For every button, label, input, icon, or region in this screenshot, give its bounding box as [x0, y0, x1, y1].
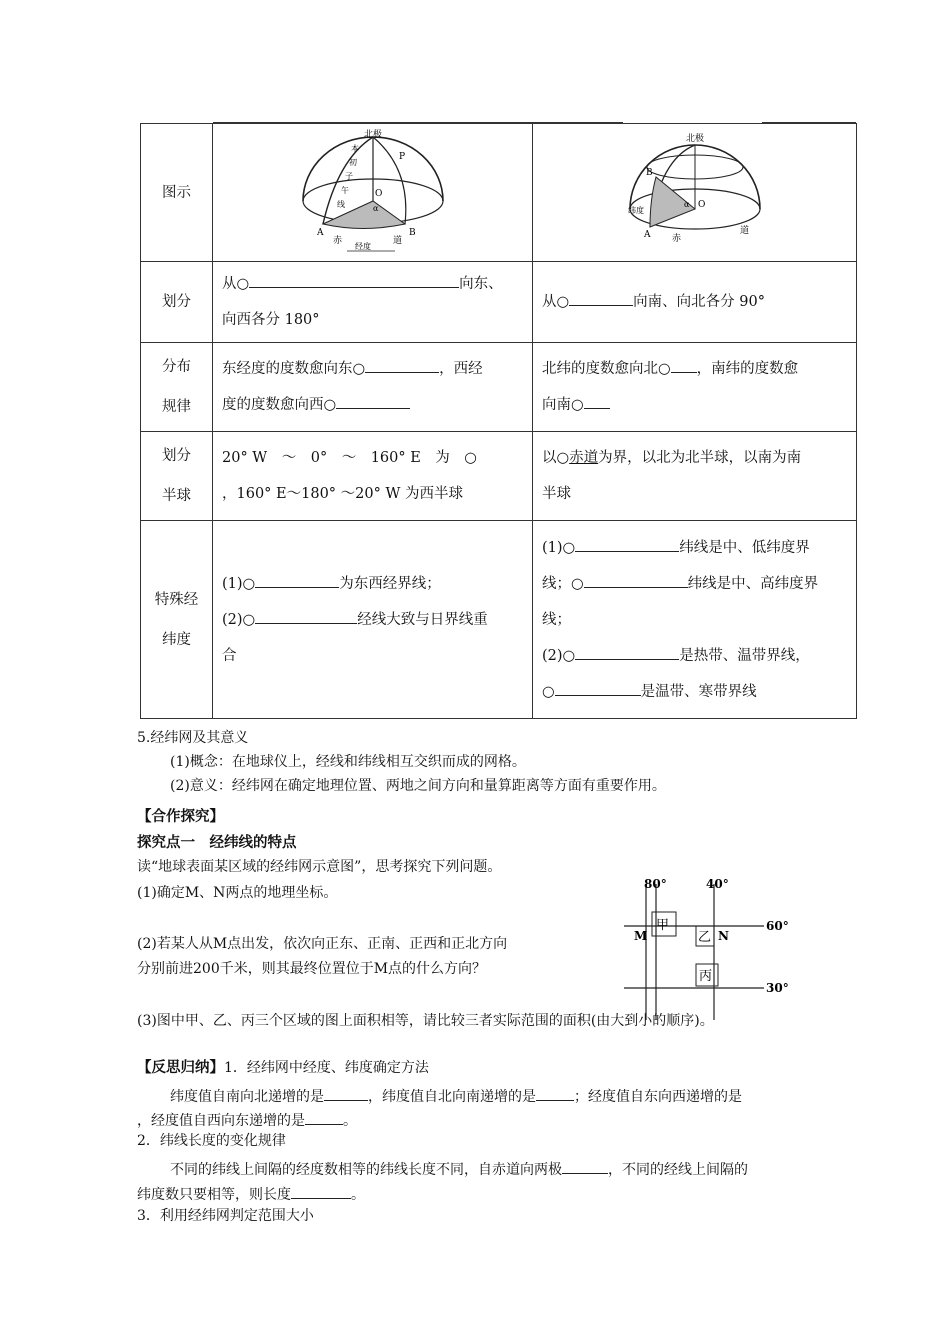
lat-60-label: 60° — [766, 919, 789, 933]
section5-meaning: (2)意义：经纬网在确定地理位置、两地之间方向和量算距离等方面有重要作用。 — [170, 778, 666, 794]
cell-text: ；经度值自东向西递增的是 — [574, 1089, 742, 1105]
cell-text: 。 — [343, 1113, 357, 1129]
answer-blank[interactable] — [584, 569, 688, 588]
cell-text: ，不同的经线上间隔的 — [608, 1162, 748, 1178]
fig-longitude-label: 经度 — [354, 241, 371, 251]
reflect-line — [137, 1057, 429, 1079]
fig-a-label: A — [643, 229, 650, 240]
cell-text: 从○ — [542, 294, 570, 310]
answer-blank[interactable] — [255, 605, 357, 624]
longitude-diagram — [293, 129, 453, 257]
reflect-p2-line1 — [170, 1155, 748, 1181]
fig-a-label: A — [316, 227, 323, 238]
label-text: 分布规律 — [162, 359, 191, 415]
cell-text: 线； — [542, 611, 571, 628]
region-yi: 乙 — [698, 930, 712, 945]
cell-text: (2)○ — [222, 611, 256, 628]
reflect-h3: 3．利用经纬网判定范围大小 — [137, 1208, 314, 1224]
cell-text: 纬度值自南向北递增的是 — [170, 1089, 324, 1105]
label-text: 划分半球 — [162, 448, 191, 504]
cell-text: (2)○ — [542, 647, 576, 664]
distribution-left-cell — [213, 343, 533, 432]
cell-text: (1)○ — [222, 575, 256, 592]
division-left-cell — [213, 262, 533, 343]
meridian-char: 线 — [336, 199, 345, 209]
cell-text: 东经度的度数愈向东○ — [222, 361, 366, 377]
comparison-table — [140, 123, 857, 719]
cell-text: 是热带、温带界线， — [679, 647, 810, 664]
question-2-line1: (2)若某人从M点出发，依次向正东、正南、正西和正北方向 — [137, 936, 508, 952]
fig-equator-left: 赤 — [671, 233, 681, 244]
reflect-p1-line1 — [170, 1082, 742, 1108]
cell-text: 度的度数愈向西○ — [222, 397, 337, 413]
row-label: 划分 — [141, 262, 213, 343]
coop-intro: 读“地球表面某区域的经纬网示意图”，思考探究下列问题。 — [137, 859, 502, 875]
graticule-map — [600, 870, 800, 1030]
cell-text: 是温带、寒带界线 — [640, 683, 757, 700]
row-label — [141, 432, 213, 521]
cell-text: 以○ — [542, 450, 570, 466]
answer-blank[interactable] — [569, 287, 633, 306]
fig-p-label: P — [398, 151, 405, 162]
hemisphere-right-cell — [533, 432, 857, 521]
row-label — [141, 521, 213, 719]
fig-alpha-label: α — [372, 203, 378, 213]
row-label: 图示 — [141, 124, 213, 262]
answer-blank[interactable] — [584, 390, 610, 409]
answer-blank[interactable] — [249, 269, 459, 288]
fig-latitude-label: 纬度 — [627, 205, 644, 215]
table-row-special — [141, 521, 857, 719]
cell-text: ，西经 — [439, 361, 483, 377]
question-1: (1)确定M、N两点的地理坐标。 — [137, 885, 338, 901]
reflect-h1: 1．经纬网中经度、纬度确定方法 — [224, 1060, 429, 1076]
hemisphere-left-cell — [213, 432, 533, 521]
answer-blank[interactable] — [671, 354, 697, 373]
answer-blank[interactable] — [555, 677, 641, 696]
answer-blank[interactable] — [575, 533, 679, 552]
fig-o-label: O — [374, 188, 382, 199]
point-n-label: N — [718, 929, 729, 943]
table-row-hemisphere — [141, 432, 857, 521]
cell-text: (1)○ — [542, 539, 576, 556]
answer-blank[interactable] — [324, 1082, 368, 1101]
cell-text: 纬线是中、低纬度界 — [679, 539, 810, 556]
cell-text: 半球 — [542, 486, 571, 502]
section5-concept: (1)概念：在地球仪上，经线和纬线相互交织而成的网格。 — [170, 754, 526, 770]
question-3: (3)图中甲、乙、丙三个区域的图上面积相等，请比较三者实际范围的面积(由大到小的顺序)。 — [137, 1013, 714, 1029]
answer-blank[interactable] — [562, 1155, 608, 1174]
point-m-label: M — [634, 929, 648, 943]
cell-text: 向西各分 180° — [222, 312, 320, 328]
cell-text: ，纬度值自北向南递增的是 — [368, 1089, 536, 1105]
reflect-h2: 2．纬线长度的变化规律 — [137, 1133, 286, 1149]
answer-blank[interactable] — [365, 354, 439, 373]
latitude-figure-cell — [533, 124, 857, 262]
table-row-division — [141, 262, 857, 343]
answer-blank[interactable] — [255, 569, 339, 588]
label-text: 特殊经纬度 — [154, 591, 199, 648]
fig-alpha-label: α — [683, 199, 689, 209]
cell-text: 向南、向北各分 90° — [633, 294, 765, 310]
fig-equator-left: 赤 — [332, 235, 342, 246]
table-row-distribution — [141, 343, 857, 432]
cell-text: 为界，以北为北半球，以南为南 — [598, 450, 802, 466]
cell-text: 为东西经界线； — [339, 575, 441, 592]
answer-blank[interactable] — [336, 390, 410, 409]
cell-text: 纬度数只要相等，则长度 — [137, 1187, 291, 1203]
cell-text: ○ — [542, 683, 555, 700]
row-label — [141, 343, 213, 432]
cell-text: 向南○ — [542, 397, 584, 413]
longitude-figure-cell — [213, 124, 533, 262]
division-right-cell — [533, 262, 857, 343]
cell-text: ，经度值自西向东递增的是 — [137, 1113, 305, 1129]
meridian-char: 子 — [344, 171, 353, 181]
answer-blank[interactable] — [575, 641, 679, 660]
region-bing: 丙 — [699, 969, 713, 984]
cell-text-underlined: 赤道 — [569, 450, 599, 466]
cell-text: 。 — [351, 1187, 365, 1203]
lat-30-label: 30° — [766, 981, 789, 995]
meridian-char: 午 — [340, 185, 349, 195]
fig-north-pole: 北极 — [363, 129, 382, 140]
latitude-diagram — [620, 129, 770, 257]
reflect-p1-line2 — [137, 1106, 357, 1132]
distribution-right-cell — [533, 343, 857, 432]
cell-text: 20° W ～ 0° ～ 160° E 为 ○ — [222, 450, 477, 466]
fig-equator-right: 道 — [739, 225, 749, 236]
lon-80-label: 80° — [644, 877, 667, 891]
coop-point-title: 探究点一 经纬线的特点 — [137, 835, 297, 851]
answer-blank[interactable] — [536, 1082, 574, 1101]
answer-blank[interactable] — [305, 1106, 343, 1125]
cell-text: 向东、 — [459, 276, 503, 292]
fig-o-label: O — [697, 199, 705, 210]
cell-text: 不同的纬线上间隔的经度数相等的纬线长度不同，自赤道向两极 — [170, 1162, 562, 1178]
cell-text: 经线大致与日界线重 — [357, 611, 488, 628]
meridian-char: 初 — [348, 157, 357, 167]
special-right-cell — [533, 521, 857, 719]
cell-text: 纬线是中、高纬度界 — [687, 575, 819, 592]
question-2-line2: 分别前进200千米，则其最终位置位于M点的什么方向？ — [137, 961, 487, 977]
cell-text: 北纬的度数愈向北○ — [542, 361, 671, 377]
section5-title: 5.经纬网及其意义 — [137, 730, 249, 746]
reflect-p2-line2 — [137, 1180, 365, 1206]
reflect-heading: 【反思归纳】 — [137, 1060, 224, 1076]
region-jia: 甲 — [656, 918, 670, 933]
fig-north-pole: 北极 — [685, 133, 704, 144]
meridian-char: 本 — [350, 143, 359, 153]
special-left-cell — [213, 521, 533, 719]
cell-text: 从○ — [222, 276, 250, 292]
cell-text: ，160° E～180° ～20° W 为西半球 — [222, 486, 463, 502]
answer-blank[interactable] — [291, 1180, 351, 1199]
table-row-figure — [141, 124, 857, 262]
cell-text: 合 — [222, 647, 237, 664]
fig-b-label: B — [408, 227, 416, 238]
coop-heading: 【合作探究】 — [137, 809, 224, 825]
lon-40-label: 40° — [706, 877, 729, 891]
fig-equator-right: 道 — [392, 235, 402, 246]
cell-text: ，南纬的度数愈 — [696, 361, 799, 377]
cell-text: 线；○ — [542, 575, 584, 592]
fig-b-label: B — [645, 167, 653, 178]
